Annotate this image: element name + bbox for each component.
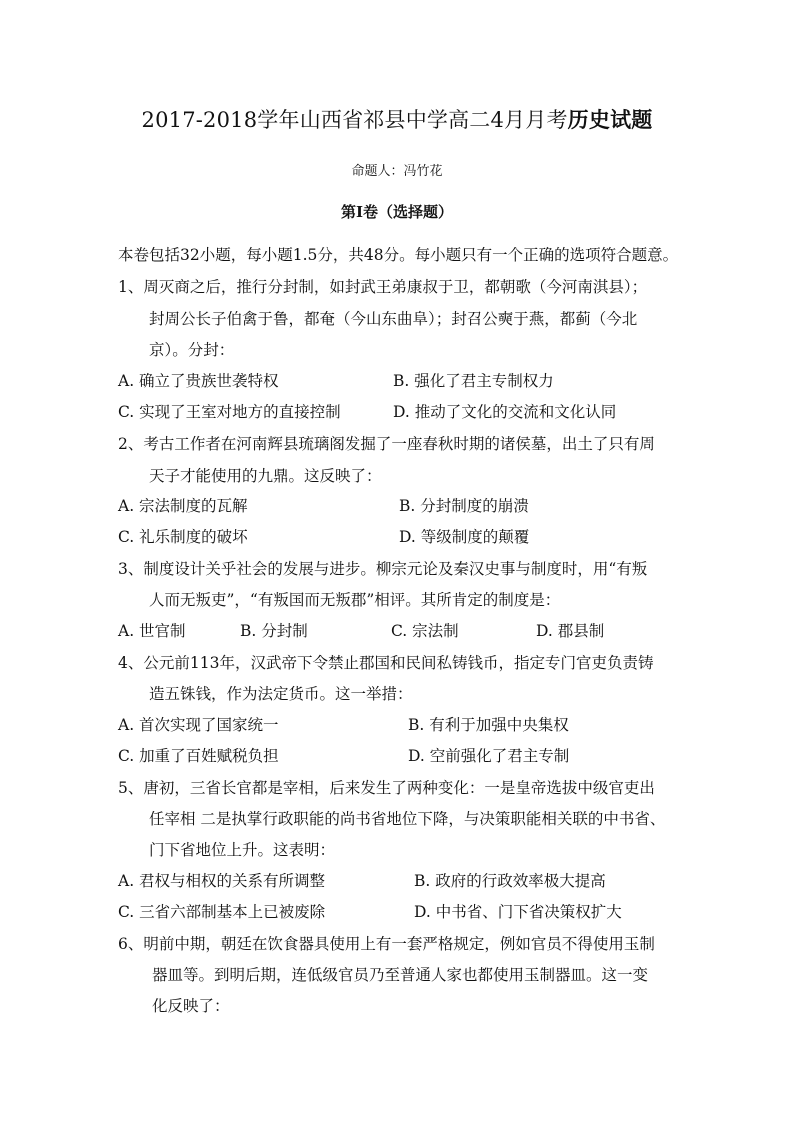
- question-3-option-b: B. 分封制: [240, 622, 308, 640]
- question-3-option-d: D. 郡县制: [536, 622, 605, 640]
- question-1-option-b: B. 强化了君主专制权力: [393, 372, 554, 390]
- question-1-line-1: 1、周灭商之后，推行分封制，如封武王弟康叔于卫，都朝歌（今河南淇县）；: [118, 278, 648, 296]
- question-1-option-c: C. 实现了王室对地方的直接控制: [118, 403, 341, 421]
- exam-title-main: 2017-2018学年山西省祁县中学高二4月月考: [141, 108, 568, 132]
- question-1-line-2: 封周公长子伯禽于鲁，都奄（今山东曲阜）；封召公奭于燕，都蓟（今北: [149, 310, 638, 328]
- question-6-line-2: 器皿等。到明后期，连低级官员乃至普通人家也都使用玉制器皿。这一变: [152, 966, 649, 984]
- question-5-option-b: B. 政府的行政效率极大提高: [414, 872, 606, 890]
- question-1-line-3: 京）。分封：: [149, 341, 235, 359]
- question-3-option-c: C. 宗法制: [391, 622, 459, 640]
- question-2-line-2: 天子才能使用的九鼎。这反映了：: [149, 467, 382, 485]
- section-heading: 第Ⅰ卷（选择题）: [340, 203, 454, 221]
- exam-author: 命题人：冯竹花: [351, 164, 443, 179]
- question-6-line-1: 6、明前中期，朝廷在饮食器具使用上有一套严格规定，例如官员不得使用玉制: [118, 935, 655, 953]
- question-4-option-a: A. 首次实现了国家统一: [118, 716, 279, 734]
- question-2-option-a: A. 宗法制度的瓦解: [118, 497, 248, 515]
- question-5-line-1: 5、唐初，三省长官都是宰相，后来发生了两种变化：一是皇帝选拔中级官吏出: [118, 779, 655, 797]
- question-3-line-1: 3、制度设计关乎社会的发展与进步。柳宗元论及秦汉史事与制度时，用“有叛: [118, 560, 648, 578]
- question-4-line-1: 4、公元前113年，汉武帝下令禁止郡国和民间私铸钱币，指定专门官吏负责铸: [118, 654, 654, 672]
- question-1-option-a: A. 确立了贵族世袭特权: [118, 372, 279, 390]
- question-5-option-d: D. 中书省、门下省决策权扩大: [414, 903, 622, 921]
- question-3-line-2: 人而无叛吏”，“有叛国而无叛郡”相评。其所肯定的制度是：: [149, 591, 561, 609]
- question-5-line-2: 任宰相 二是执掌行政职能的尚书省地位下降，与决策职能相关联的中书省、: [149, 810, 666, 828]
- question-5-option-a: A. 君权与相权的关系有所调整: [118, 872, 326, 890]
- intro-text: 本卷包括32小题，每小题1.5分，共48分。每小题只有一个正确的选项符合题意。: [118, 246, 679, 264]
- question-4-line-2: 造五铢钱，作为法定货币。这一举措：: [149, 685, 413, 703]
- question-2-option-c: C. 礼乐制度的破坏: [118, 528, 248, 546]
- question-4-option-c: C. 加重了百姓赋税负担: [118, 747, 279, 765]
- question-2-option-d: D. 等级制度的颠覆: [399, 528, 530, 546]
- exam-title: [0, 104, 794, 134]
- exam-title-subject: 历史试题: [567, 107, 653, 132]
- question-1-option-d: D. 推动了文化的交流和文化认同: [393, 403, 617, 421]
- question-4-option-b: B. 有利于加强中央集权: [408, 716, 569, 734]
- question-5-line-3: 门下省地位上升。这表明：: [149, 841, 336, 859]
- question-5-option-c: C. 三省六部制基本上已被废除: [118, 903, 326, 921]
- question-3-option-a: A. 世官制: [118, 622, 186, 640]
- question-4-option-d: D. 空前强化了君主专制: [408, 747, 570, 765]
- question-2-option-b: B. 分封制度的崩溃: [399, 497, 529, 515]
- question-2-line-1: 2、考古工作者在河南辉县琉璃阁发掘了一座春秋时期的诸侯墓，出土了只有周: [118, 435, 655, 453]
- question-6-line-3: 化反映了：: [152, 997, 230, 1015]
